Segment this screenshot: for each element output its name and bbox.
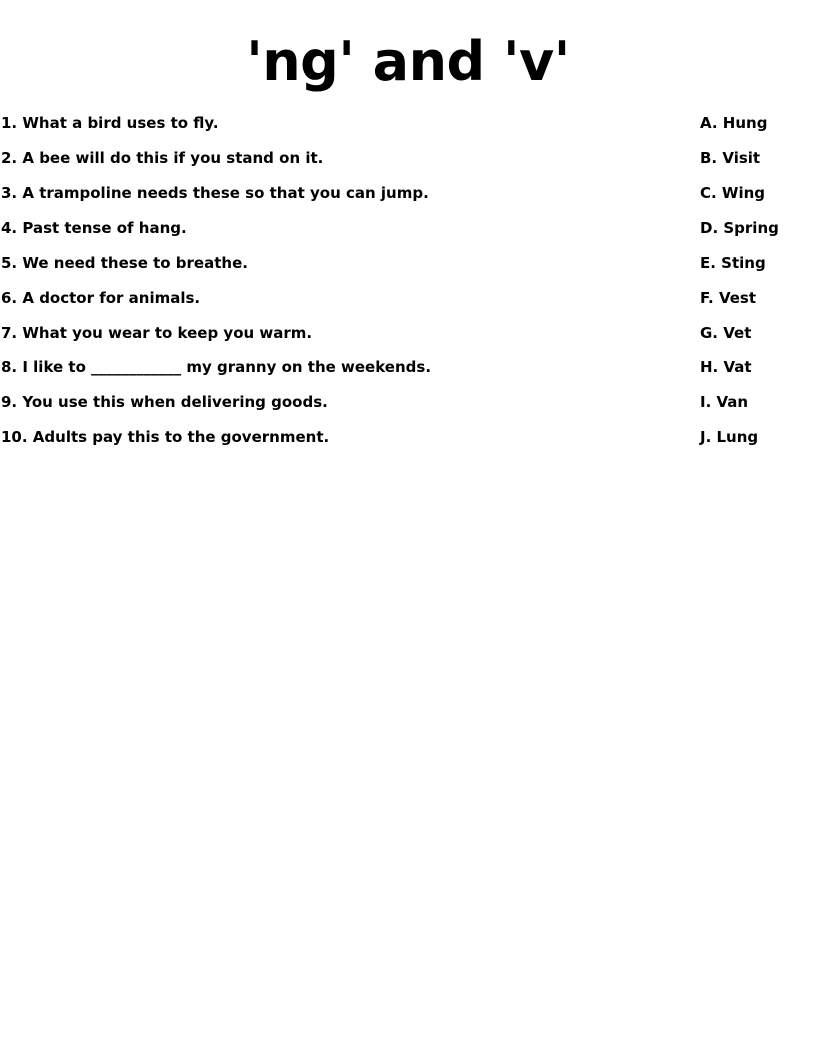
question-row bbox=[0, 321, 816, 345]
answer-option: H. Vat bbox=[700, 358, 752, 376]
question-row bbox=[0, 111, 816, 135]
question-row bbox=[0, 286, 816, 310]
answer-option: B. Visit bbox=[700, 149, 761, 167]
question-text: 8. I like to ____________ my granny on the weekends. bbox=[1, 358, 432, 376]
question-row bbox=[0, 390, 816, 414]
question-row bbox=[0, 355, 816, 379]
answer-option: D. Spring bbox=[700, 219, 779, 237]
question-text: 1. What a bird uses to fly. bbox=[1, 114, 219, 132]
question-text: 10. Adults pay this to the government. bbox=[1, 428, 330, 446]
question-row bbox=[0, 251, 816, 275]
question-text: 3. A trampoline needs these so that you can jump. bbox=[1, 184, 429, 202]
answer-option: G. Vet bbox=[700, 324, 752, 342]
question-row bbox=[0, 146, 816, 170]
question-row bbox=[0, 425, 816, 449]
worksheet-title: 'ng' and 'v' bbox=[246, 30, 570, 93]
question-text: 5. We need these to breathe. bbox=[1, 254, 248, 272]
answer-option: J. Lung bbox=[700, 428, 759, 446]
answer-option: E. Sting bbox=[700, 254, 766, 272]
answer-option: I. Van bbox=[700, 393, 749, 411]
question-text: 6. A doctor for animals. bbox=[1, 289, 201, 307]
question-row bbox=[0, 181, 816, 205]
answer-option: C. Wing bbox=[700, 184, 766, 202]
question-text: 2. A bee will do this if you stand on it. bbox=[1, 149, 324, 167]
question-row bbox=[0, 216, 816, 240]
question-text: 9. You use this when delivering goods. bbox=[1, 393, 328, 411]
answer-option: A. Hung bbox=[700, 114, 768, 132]
answer-option: F. Vest bbox=[700, 289, 757, 307]
question-text: 4. Past tense of hang. bbox=[1, 219, 187, 237]
question-text: 7. What you wear to keep you warm. bbox=[1, 324, 313, 342]
